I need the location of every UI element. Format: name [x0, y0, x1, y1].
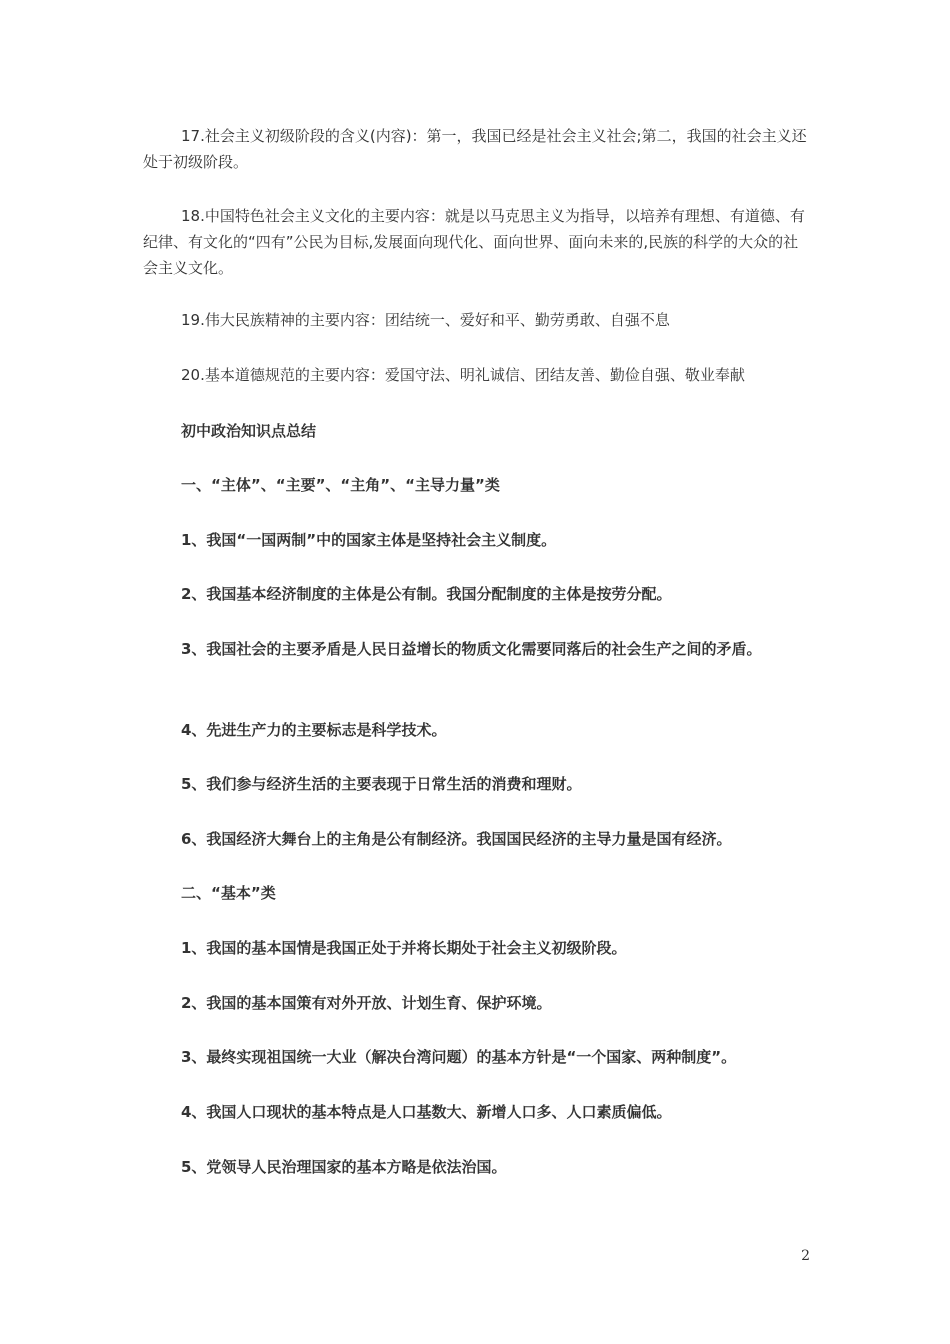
section-2-item-4: 4、我国人口现状的基本特点是人口基数大、新增人口多、人口素质偏低。	[181, 1103, 672, 1121]
section-heading-1: 一、“主体”、“主要”、“主角”、“主导力量”类	[181, 476, 500, 494]
paragraph-item-20: 20.基本道德规范的主要内容：爱国守法、明礼诚信、团结友善、勤俭自强、敬业奉献	[181, 366, 745, 384]
section-1-item-3: 3、我国社会的主要矛盾是人民日益增长的物质文化需要同落后的社会生产之间的矛盾。	[181, 640, 762, 658]
section-1-item-1: 1、我国“一国两制”中的国家主体是坚持社会主义制度。	[181, 531, 557, 549]
section-2-item-1: 1、我国的基本国情是我国正处于并将长期处于社会主义初级阶段。	[181, 939, 627, 957]
section-2-item-3: 3、最终实现祖国统一大业（解决台湾问题）的基本方针是“一个国家、两种制度”。	[181, 1048, 737, 1066]
section-1-item-2: 2、我国基本经济制度的主体是公有制。我国分配制度的主体是按劳分配。	[181, 585, 672, 603]
section-heading-2: 二、“基本”类	[181, 884, 276, 902]
section-2-item-5: 5、党领导人民治理国家的基本方略是依法治国。	[181, 1158, 507, 1176]
paragraph-item-17: 17.社会主义初级阶段的含义(内容)：第一，我国已经是社会主义社会;第二，我国的社会主义还处于初级阶段。	[143, 127, 807, 171]
section-1-item-6: 6、我国经济大舞台上的主角是公有制经济。我国国民经济的主导力量是国有经济。	[181, 830, 732, 848]
section-2-item-2: 2、我国的基本国策有对外开放、计划生育、保护环境。	[181, 994, 552, 1012]
section-1-item-5: 5、我们参与经济生活的主要表现于日常生活的消费和理财。	[181, 775, 582, 793]
section-1-item-4: 4、先进生产力的主要标志是科学技术。	[181, 721, 447, 739]
paragraph-item-18: 18.中国特色社会主义文化的主要内容：就是以马克思主义为指导，以培养有理想、有道德、有纪律、有文化的“四有”公民为目标,发展面向现代化、面向世界、面向未来的,民族的科学的大众的社会主义文化。	[143, 207, 805, 277]
page-number: 2	[801, 1248, 810, 1264]
section-title: 初中政治知识点总结	[181, 422, 317, 440]
paragraph-item-19: 19.伟大民族精神的主要内容：团结统一、爱好和平、勤劳勇敢、自强不息	[181, 311, 670, 329]
